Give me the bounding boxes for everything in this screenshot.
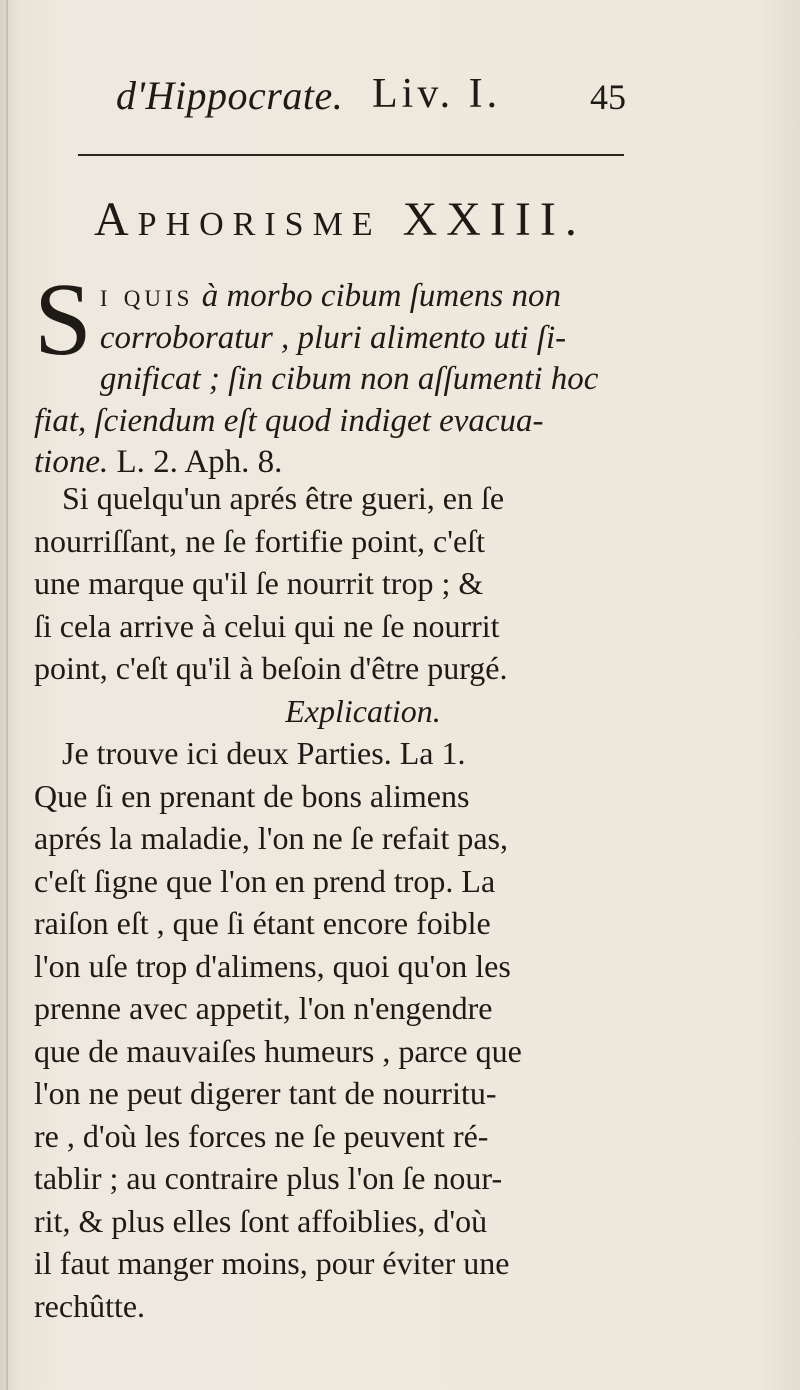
aphorism-heading: Aphorisme XXIII. (94, 193, 586, 246)
explication-line: il faut manger moins, pour éviter une (34, 1245, 510, 1281)
page-number: 45 (590, 77, 626, 117)
explication-line: re , d'où les forces ne ſe peuvent ré- (34, 1117, 489, 1154)
running-head-title: d'Hippocrate. (116, 73, 344, 118)
explication-paragraph (34, 732, 622, 1327)
translation-line: point, c'eſt qu'il à beſoin d'être purgé. (34, 650, 508, 686)
aphorism-reference: L. 2. Aph. 8. (116, 444, 283, 480)
explication-line: aprés la maladie, l'on ne ſe refait pas, (34, 820, 508, 856)
latin-aphorism (34, 262, 624, 484)
translation-paragraph (34, 477, 622, 690)
explication-line: l'on uſe trop d'alimens, quoi qu'on les (34, 947, 511, 984)
translation-line: ſi cela arrive à celui qui ne ſe nourrit (34, 607, 500, 644)
translation-line: une marque qu'il ſe nourrit trop ; & (34, 565, 484, 601)
explication-line: l'on ne peut digerer tant de nourritu- (34, 1075, 497, 1111)
explication-heading: Explication. (285, 692, 441, 729)
explication-line: rit, & plus elles ſont affoiblies, d'où (34, 1202, 488, 1239)
explication-line: Je trouve ici deux Parties. La 1. (62, 735, 466, 771)
header-rule (78, 154, 624, 156)
explication-line: que de mauvaiſes humeurs , parce que (34, 1032, 522, 1069)
explication-line: c'eſt ſigne que l'on en prend trop. La (34, 862, 496, 899)
running-head-book: Liv. I. (372, 71, 502, 117)
french-text (34, 477, 622, 1327)
running-head (110, 66, 630, 126)
translation-line: Si quelqu'un aprés être gueri, en ſe (62, 480, 505, 516)
latin-opening-smallcaps: i quis (99, 278, 194, 314)
explication-line: rechûtte. (34, 1287, 146, 1324)
drop-cap: S (34, 262, 92, 377)
explication-line: prenne avec appetit, l'on n'engendre (34, 990, 493, 1026)
explication-line: tablir ; au contraire plus l'on ſe nour- (34, 1160, 503, 1196)
latin-line (34, 276, 624, 318)
explication-line: raiſon eſt , que ſi étant encore foible (34, 905, 491, 941)
latin-line: fiat, ſciendum eſt quod indiget evacua- (34, 402, 544, 439)
latin-line: gnificat ; ſin cibum non aſſumenti hoc (99, 361, 599, 397)
explication-line: Que ſi en prenant de bons alimens (34, 777, 470, 814)
latin-line-text: tione. (34, 444, 109, 480)
latin-line: corroboratur , pluri alimento uti ſi- (99, 319, 567, 356)
latin-line-text: à morbo cibum ſumens non (201, 278, 561, 314)
translation-line: nourriſſant, ne ſe fortifie point, c'eſt (34, 522, 485, 559)
